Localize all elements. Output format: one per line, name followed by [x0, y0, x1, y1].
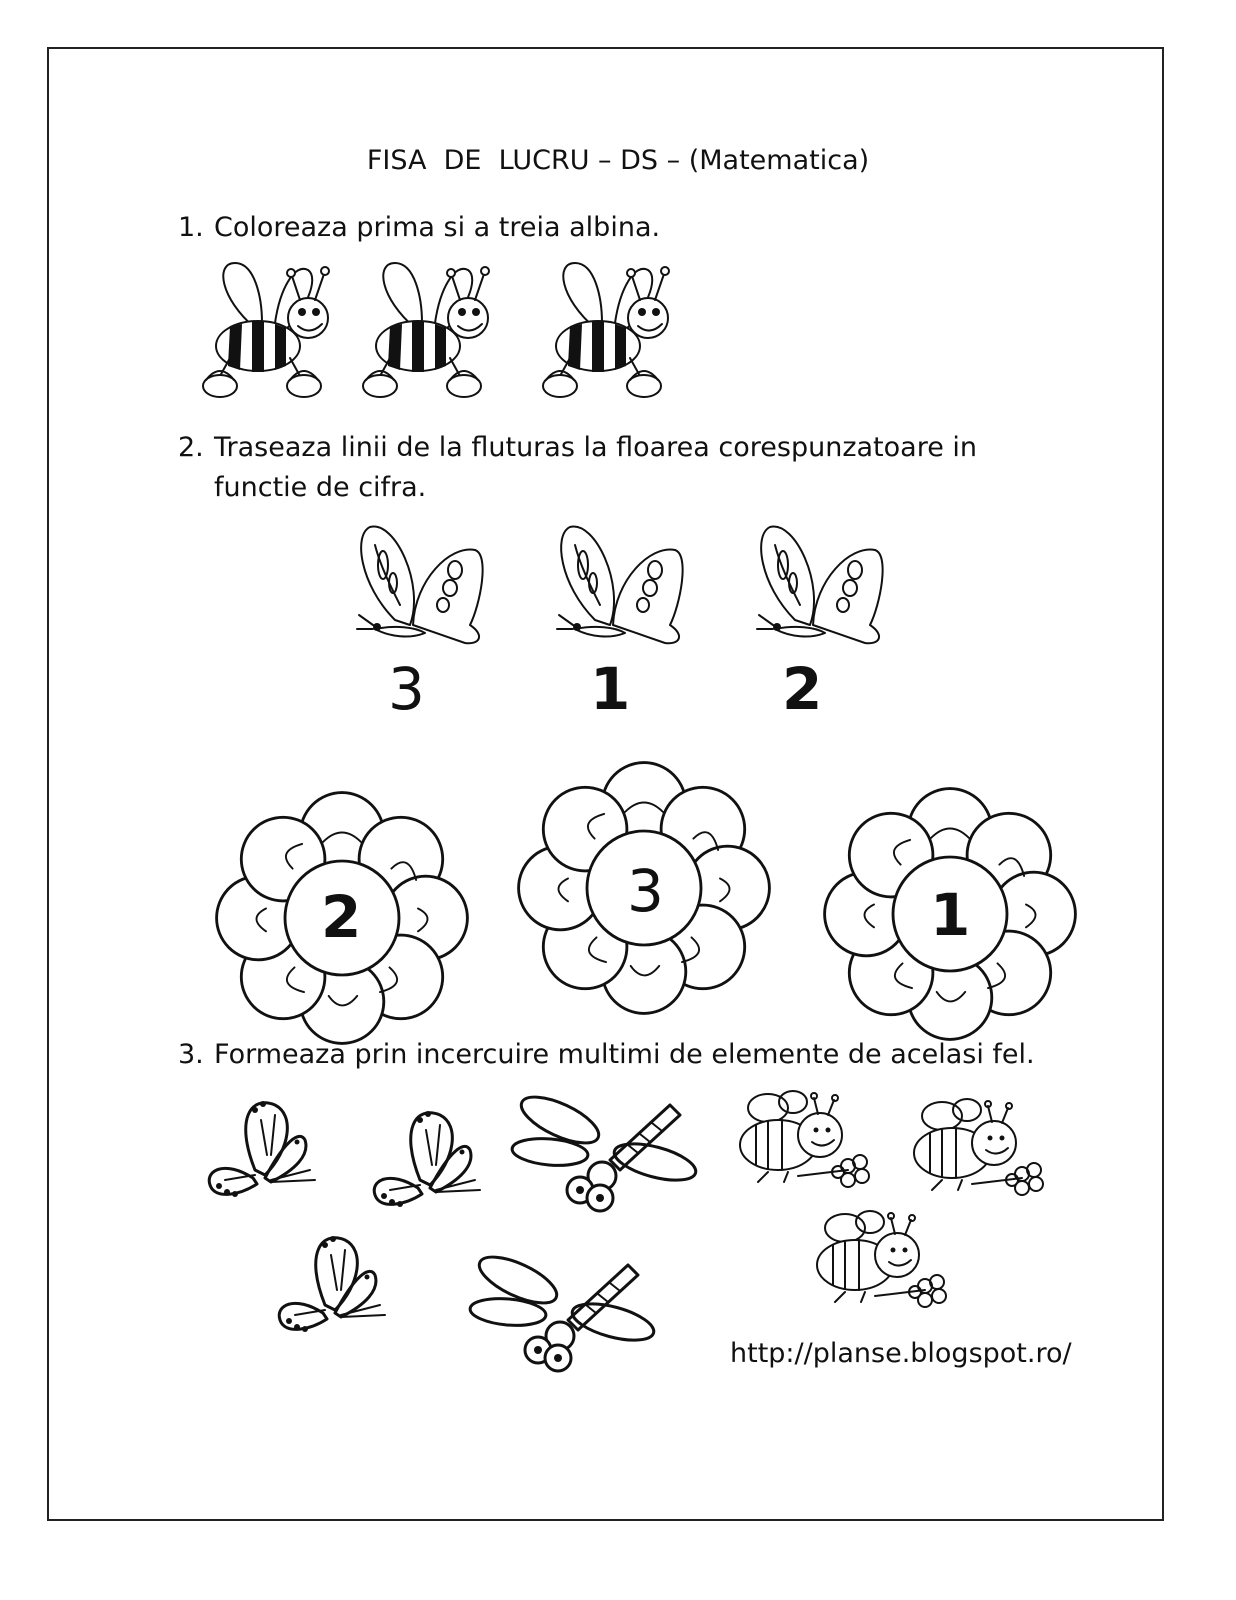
task-3 — [178, 1035, 1054, 1075]
bee-with-buckets-icon — [200, 258, 340, 403]
dragonfly-icon — [520, 1090, 710, 1210]
butterfly-icon — [370, 1110, 495, 1215]
task-1-text: Coloreaza prima si a treia albina. — [214, 212, 661, 243]
butterfly-digit: 3 — [388, 655, 425, 723]
bee-icon — [738, 1090, 873, 1190]
source-url: http://planse.blogspot.ro/ — [730, 1338, 1072, 1369]
butterfly-digit: 1 — [590, 655, 631, 723]
bee-icon — [815, 1210, 950, 1310]
task-3-number: 3. — [178, 1039, 204, 1070]
butterfly-icon — [275, 1235, 400, 1340]
task-1-number: 1. — [178, 212, 204, 243]
butterfly-icon — [205, 1100, 330, 1205]
worksheet-title: FISA DE LUCRU – DS – (Matematica) — [366, 145, 870, 176]
task-2-number: 2. — [178, 432, 204, 463]
dragonfly-icon — [478, 1250, 668, 1370]
flower-digit: 3 — [627, 857, 664, 925]
flower-digit: 2 — [321, 883, 362, 951]
task-3-text: Formeaza prin incercuire multimi de elemente de acelasi fel. — [214, 1039, 1035, 1070]
bee-with-buckets-icon — [360, 258, 500, 403]
flower-digit: 1 — [930, 881, 971, 949]
task-1 — [178, 208, 1054, 248]
butterfly-icon — [355, 525, 485, 650]
bee-with-buckets-icon — [540, 258, 680, 403]
task-2 — [178, 428, 1054, 508]
butterfly-digit: 2 — [782, 655, 823, 723]
bee-icon — [912, 1098, 1047, 1198]
task-2-text: Traseaza linii de la fluturas la floarea corespunzatoare in functie de cifra. — [214, 432, 978, 503]
butterfly-icon — [555, 525, 685, 650]
butterfly-icon — [755, 525, 885, 650]
